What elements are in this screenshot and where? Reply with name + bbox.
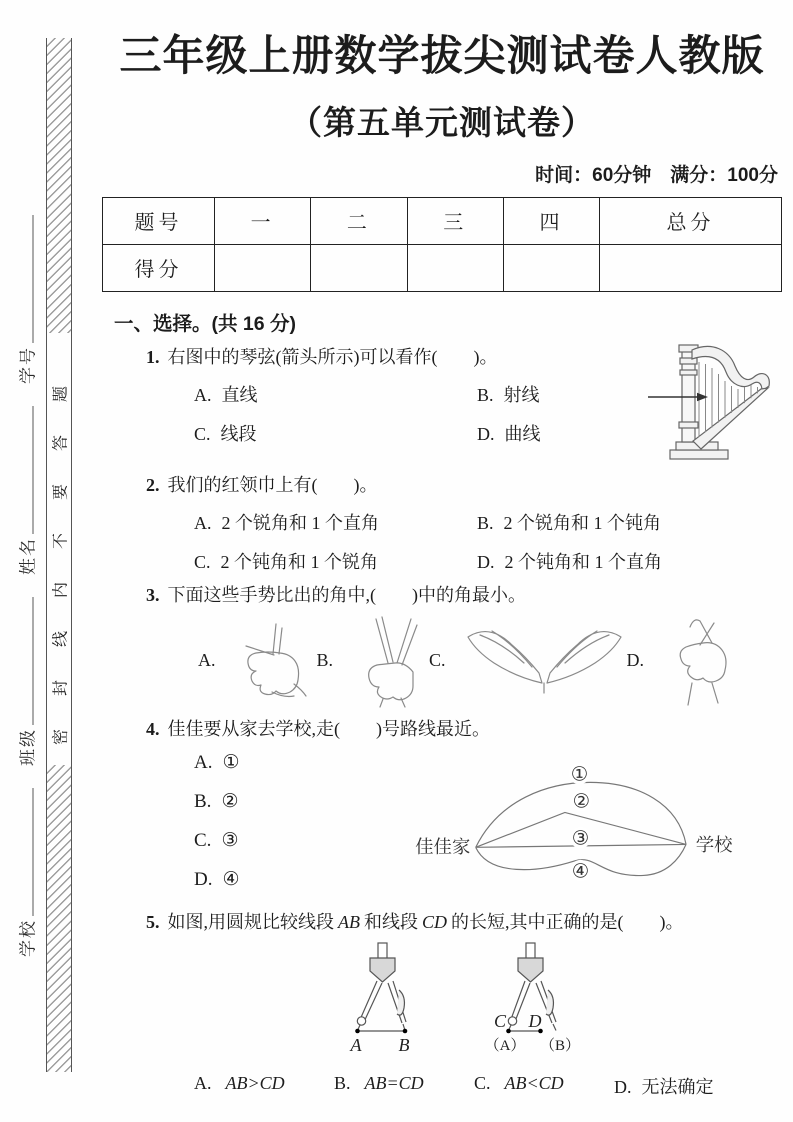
harp-illustration <box>632 338 782 464</box>
question-text: 如图,用圆规比较线段 AB 和线段 CD 的长短,其中正确的是( )。 <box>167 911 684 932</box>
question-3 <box>102 582 782 708</box>
option-text: AB=CD <box>364 1072 424 1093</box>
field-label-student-id: 学号 <box>18 346 38 384</box>
exam-paper <box>102 30 782 1099</box>
compass-figure-row <box>102 938 782 1063</box>
option-4d: D. ④ <box>194 868 240 890</box>
school-label: 学校 <box>695 834 733 855</box>
option-4b: B. ② <box>194 790 239 812</box>
section-heading: 一、选择。(共 16 分) <box>114 312 297 335</box>
question-number: 2. <box>146 474 160 495</box>
option-5d: D. 无法确定 <box>614 1076 714 1097</box>
segment-cd-label: CD <box>422 911 448 932</box>
home-label: 佳佳家 <box>415 836 471 857</box>
seal-text-area <box>47 333 71 765</box>
score-table-score-row <box>103 244 782 291</box>
field-blank-name <box>16 406 34 534</box>
option-3c: C. <box>429 621 627 699</box>
point-sublabel-a: （A） <box>484 1037 526 1054</box>
option-text: ③ <box>221 829 239 851</box>
field-blank-school <box>16 788 34 916</box>
score-table-header-cell: 一 <box>215 197 311 244</box>
question-text: 我们的红领巾上有( )。 <box>167 474 378 495</box>
option-3a: A. <box>198 620 317 700</box>
option-4a: A. ① <box>194 751 240 773</box>
hand-gesture-b-illustration <box>349 613 429 708</box>
score-table-header-cell: 四 <box>503 197 599 244</box>
question-number: 5. <box>146 911 160 932</box>
question-number: 1. <box>146 346 160 367</box>
route-label-4: ④ <box>571 860 590 882</box>
option-1c: C. 线段 <box>194 423 257 444</box>
hand-gesture-a-illustration <box>232 620 317 700</box>
exam-subtitle: （第五单元测试卷） <box>289 103 595 141</box>
student-fields <box>14 193 39 957</box>
question-text: 下面这些手势比出的角中,( )中的角最小。 <box>167 584 526 605</box>
score-table-header-cell: 总分 <box>600 197 782 244</box>
option-text: 2 个钝角和 1 个直角 <box>504 551 662 572</box>
seal-text: 密封线内不要答题 <box>52 352 70 746</box>
question-number: 4. <box>146 718 160 739</box>
option-3b: B. <box>317 613 430 708</box>
option-3d: D. <box>627 613 739 708</box>
question-text: 佳佳要从家去学校,走( )号路线最近。 <box>167 718 490 739</box>
question-1 <box>102 344 782 464</box>
segment-ab-label: AB <box>338 911 360 932</box>
option-2c: C. 2 个钝角和 1 个锐角 <box>194 551 379 572</box>
exam-title: 三年级上册数学拔尖测试卷人教版 <box>119 32 765 79</box>
score-row-label: 得分 <box>103 244 215 291</box>
string-arrow-indicator <box>648 392 708 400</box>
question-5 <box>102 909 782 1099</box>
option-text: 线段 <box>220 423 257 444</box>
option-text: 2 个锐角和 1 个直角 <box>221 512 379 533</box>
route-label-3: ③ <box>571 827 590 849</box>
route-label-2: ② <box>572 791 591 813</box>
option-text: 2 个钝角和 1 个锐角 <box>220 551 379 572</box>
score-cell-empty <box>503 244 599 291</box>
route-label-1: ① <box>570 763 589 785</box>
option-4c: C. ③ <box>194 829 239 851</box>
option-5a: A. AB>CD <box>194 1072 285 1093</box>
option-1b: B. 射线 <box>477 384 540 405</box>
option-1d: D. 曲线 <box>477 423 541 444</box>
option-5b: B. AB=CD <box>334 1072 424 1093</box>
hand-gesture-row <box>102 609 782 708</box>
question-4 <box>102 716 782 901</box>
seal-band <box>46 38 72 1072</box>
question-text: 右图中的琴弦(箭头所示)可以看作( )。 <box>167 346 498 367</box>
option-text: ② <box>221 790 239 812</box>
option-text: 射线 <box>503 384 540 405</box>
route-diagram <box>404 751 782 901</box>
point-label-b: B <box>398 1034 410 1055</box>
hand-gesture-c-illustration <box>462 621 627 699</box>
question-2 <box>102 472 782 574</box>
option-text: AB<CD <box>504 1072 564 1093</box>
field-label-class: 班级 <box>18 728 38 766</box>
option-text: ④ <box>222 868 240 890</box>
point-label-c: C <box>493 1010 507 1031</box>
question-number: 3. <box>146 584 160 605</box>
point-label-a: A <box>350 1034 362 1055</box>
option-2b: B. 2 个锐角和 1 个钝角 <box>477 512 662 533</box>
point-label-d: D <box>528 1010 542 1031</box>
score-table <box>102 197 782 292</box>
option-text: 2 个锐角和 1 个钝角 <box>503 512 662 533</box>
option-1a: A. 直线 <box>194 384 258 405</box>
hatch-pattern-top <box>47 38 71 333</box>
score-cell-empty <box>311 244 407 291</box>
option-5c: C. AB<CD <box>474 1072 564 1093</box>
option-text: 无法确定 <box>641 1076 714 1097</box>
score-table-header-cell: 三 <box>407 197 503 244</box>
compass-cd-illustration <box>458 938 588 1063</box>
field-label-school: 学校 <box>18 919 38 957</box>
score-cell-empty <box>600 244 782 291</box>
point-sublabel-b: （B） <box>539 1037 581 1054</box>
option-2d: D. 2 个钝角和 1 个直角 <box>477 551 662 572</box>
field-label-name: 姓名 <box>18 537 38 575</box>
score-cell-empty <box>215 244 311 291</box>
field-blank-student-id <box>16 215 34 343</box>
field-blank-class <box>16 597 34 725</box>
option-text: ① <box>222 751 240 773</box>
score-cell-empty <box>407 244 503 291</box>
option-text: AB>CD <box>225 1072 285 1093</box>
score-table-header-cell: 二 <box>311 197 407 244</box>
compass-ab-illustration <box>342 938 452 1063</box>
score-table-header-row <box>103 197 782 244</box>
hand-gesture-d-illustration <box>660 613 738 708</box>
score-table-header-cell: 题号 <box>103 197 215 244</box>
option-text: 直线 <box>221 384 258 405</box>
option-text: 曲线 <box>504 423 541 444</box>
option-2a: A. 2 个锐角和 1 个直角 <box>194 512 379 533</box>
exam-info: 时间：60分钟 满分：100分 <box>535 164 778 186</box>
hatch-pattern-bottom <box>47 765 71 1072</box>
